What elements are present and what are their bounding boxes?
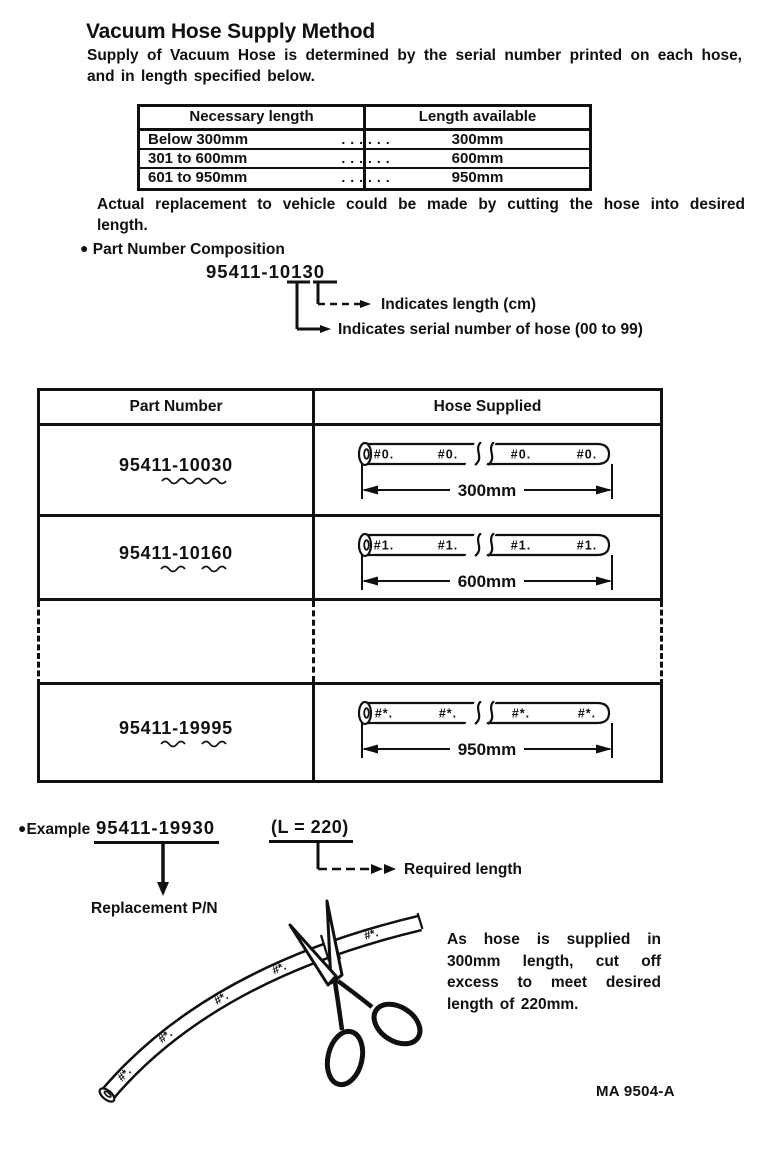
hose-marking: #*. <box>115 1065 134 1084</box>
replacement-pn-label: Replacement P/N <box>91 900 218 917</box>
hose-marking: #0. <box>510 447 532 462</box>
hose-marking: #*. <box>438 706 458 721</box>
hose-marking: #1. <box>510 538 532 553</box>
hose-marking: #*. <box>156 1027 175 1046</box>
hose-marking: #*. <box>577 706 597 721</box>
supply-table-continuation-row <box>37 601 663 685</box>
necessary-length: to 600mm <box>173 150 248 167</box>
length-available: 950mm <box>451 169 504 186</box>
serial-indicator-label: Indicates serial number of hose (00 to 99) <box>338 321 643 338</box>
composition-heading <box>80 240 285 259</box>
length-table-row <box>140 150 589 169</box>
hose-marking: #*. <box>362 927 380 943</box>
hose-marking: #*. <box>270 960 289 978</box>
supply-table-row <box>37 426 663 517</box>
wavy-underline <box>160 740 236 748</box>
cutting-note: As hose is supplied in 300mm length, cut off excess to meet desired length of 220mm. <box>447 931 661 1013</box>
cutting-hose-scissors-illustration <box>85 893 460 1113</box>
length-available: 300mm <box>451 131 504 148</box>
supply-table <box>37 388 663 783</box>
hose-marking: #0. <box>576 447 598 462</box>
necessary-length-underlined: 301 <box>148 150 174 167</box>
intro-paragraph: Supply of Vacuum Hose is determined by the serial number printed on each hose, and in length specified below. <box>87 47 742 85</box>
length-indicator-label: Indicates length (cm) <box>381 296 537 313</box>
example-label: Example <box>26 821 91 838</box>
length-table-row <box>140 131 589 150</box>
part-number: 95411-10030 <box>119 455 233 475</box>
length-table <box>137 104 592 191</box>
hose-length-dimension: 950mm <box>457 740 517 759</box>
hose-marking: #0. <box>373 447 395 462</box>
hose-marking: #*. <box>511 706 531 721</box>
necessary-length: Below 300mm <box>148 131 249 148</box>
dot-leader: ...... <box>341 169 395 185</box>
hose-illustration <box>357 701 617 765</box>
length-table-header-necessary: Necessary length <box>140 107 366 128</box>
part-number: 95411-10160 <box>119 542 233 563</box>
hose-length-dimension: 600mm <box>457 572 517 591</box>
supply-table-header-row <box>37 391 663 426</box>
dot-leader: ...... <box>341 150 395 166</box>
page-reference-code: MA 9504-A <box>596 1083 675 1100</box>
part-number: 95411-19995 <box>119 717 233 738</box>
supply-table-header-part-number: Part Number <box>40 391 315 423</box>
bullet-icon: ● <box>18 820 27 836</box>
required-length-label: Required length <box>404 861 522 878</box>
necessary-length: 601 to 950mm <box>148 169 248 186</box>
hose-marking: #1. <box>373 538 395 553</box>
example-part-number: 95411-19930 <box>94 817 219 844</box>
page-title: Vacuum Hose Supply Method <box>86 20 376 43</box>
note-paragraph: Actual replacement to vehicle could be made by cutting the hose into desired length. <box>97 196 745 234</box>
length-table-header-row <box>140 107 589 131</box>
hose-illustration <box>357 533 617 597</box>
example-heading <box>18 820 90 839</box>
hose-marking: #1. <box>576 538 598 553</box>
supply-table-row <box>37 517 663 601</box>
supply-table-header-hose-supplied: Hose Supplied <box>433 398 542 415</box>
length-table-row <box>140 169 589 188</box>
hose-marking: #*. <box>374 706 394 721</box>
bullet-icon: ● <box>80 240 89 256</box>
wavy-underline <box>161 477 231 485</box>
dot-leader: ...... <box>341 131 395 147</box>
length-table-header-available: Length available <box>418 108 537 125</box>
hose-marking: #1. <box>437 538 459 553</box>
hose-marking: #*. <box>212 990 231 1008</box>
length-available: 600mm <box>451 150 504 167</box>
hose-illustration <box>357 442 617 506</box>
hose-length-dimension: 300mm <box>457 481 517 500</box>
composition-part-number: 95411-10130 <box>206 261 326 282</box>
composition-heading-label: Part Number Composition <box>92 241 285 258</box>
example-length-spec: (L = 220) <box>269 817 353 843</box>
wavy-underline <box>160 565 236 573</box>
supply-table-row <box>37 685 663 780</box>
hose-marking: #0. <box>437 447 459 462</box>
example-arrows-diagram <box>150 843 410 897</box>
